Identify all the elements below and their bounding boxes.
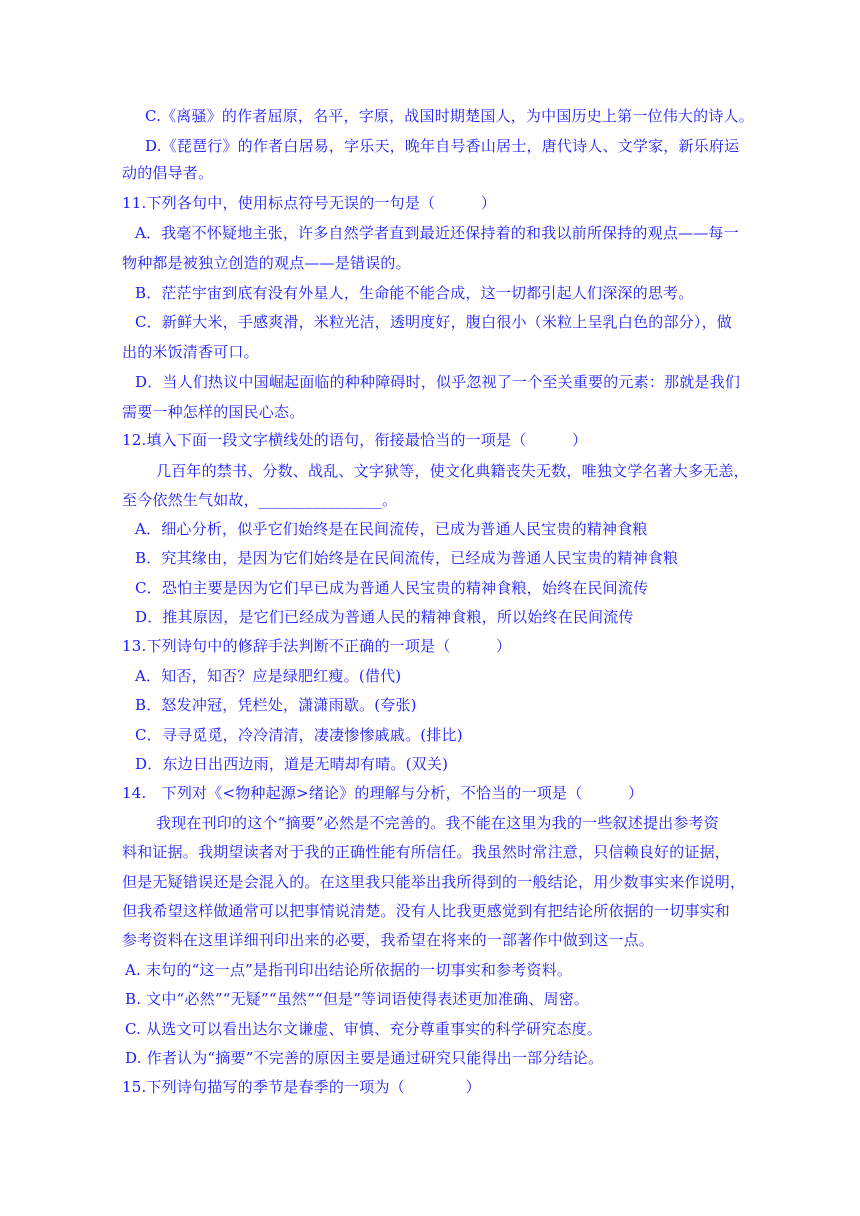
option-d-q14: D. 作者认为“摘要”不完善的原因主要是通过研究只能得出一部分结论。 [125,1049,604,1067]
passage-q12-cont: 至今依然生气如故，________________。 [122,491,398,509]
option-c-q11-cont: 出的米饭清香可口。 [122,343,259,361]
option-c-q14: C. 从选文可以看出达尔文谦虚、审慎、充分尊重事实的科学研究态度。 [125,1020,603,1038]
option-b-q11: B．茫茫宇宙到底有没有外星人，生命能不能合成，这一切都引起人们深深的思考。 [135,284,694,302]
option-d-q11: D．当人们热议中国崛起面临的种种障碍时，似乎忽视了一个至关重要的元素：那就是我们 [135,373,741,391]
option-b-q13: B．怒发冲冠，凭栏处，潇潇雨歇。(夸张) [135,696,417,714]
option-d-q10-cont: 动的倡导者。 [122,164,214,182]
question-12: 12.填入下面一段文字横线处的语句，衔接最恰当的一项是（ ） [122,431,588,449]
option-a-q13: A．知否，知否？应是绿肥红瘦。(借代) [135,667,402,685]
question-15: 15.下列诗句描写的季节是春季的一项为（ ） [122,1078,481,1096]
option-c-q10: C.《离骚》的作者屈原，名平，字原，战国时期楚国人，为中国历史上第一位伟大的诗人。 [145,107,754,125]
passage-q14-3: 但是无疑错误还是会混入的。在这里我只能举出我所得到的一般结论，用少数事实来作说明， [122,873,746,891]
option-d-q13: D．东边日出西边雨，道是无晴却有晴。(双关) [135,755,449,773]
question-13: 13.下列诗句中的修辞手法判断不正确的一项是（ ） [122,637,512,655]
option-c-q11: C．新鲜大米，手感爽滑，米粒光洁，透明度好，腹白很小（米粒上呈乳白色的部分），做 [135,313,732,331]
option-a-q11: A．我毫不怀疑地主张，许多自然学者直到最近还保持着的和我以前所保持的观点——每一 [135,224,739,242]
question-14: 14. 下列对《<物种起源>绪论》的理解与分析，不恰当的一项是（ ） [122,784,644,802]
passage-q14-1: 我现在刊印的这个“摘要”必然是不完善的。我不能在这里为我的一些叙述提出参考资 [156,814,719,832]
option-c-q12: C．恐怕主要是因为它们早已成为普通人民宝贵的精神食粮，始终在民间流传 [135,579,649,597]
option-c-q13: C．寻寻觅觅，冷冷清清，凄凄惨惨戚戚。(排比) [135,726,463,744]
passage-q14-5: 参考资料在这里详细刊印出来的必要，我希望在将来的一部著作中做到这一点。 [122,931,655,949]
option-a-q12: A．细心分析，似乎它们始终是在民间流传，已成为普通人民宝贵的精神食粮 [135,520,648,538]
option-b-q12: B．究其缘由，是因为它们始终是在民间流传，已经成为普通人民宝贵的精神食粮 [135,549,679,567]
passage-q14-2: 料和证据。我期望读者对于我的正确性能有所信任。我虽然时常注意，只信赖良好的证据， [122,843,731,861]
option-d-q11-cont: 需要一种怎样的国民心态。 [122,403,305,421]
passage-q14-4: 但我希望这样做通常可以把事情说清楚。没有人比我更感觉到有把结论所依据的一切事实和 [122,902,731,920]
question-11: 11.下列各句中，使用标点符号无误的一句是（ ） [122,194,497,212]
option-a-q11-cont: 物种都是被独立创造的观点——是错误的。 [122,254,411,272]
passage-q12: 几百年的禁书、分数、战乱、文字狱等，使文化典籍丧失无数，唯独文学名著大多无恙， [156,462,749,480]
option-a-q14: A. 末句的“这一点”是指刊印出结论所依据的一切事实和参考资料。 [125,961,573,979]
option-d-q12: D．推其原因，是它们已经成为普通人民的精神食粮，所以始终在民间流传 [135,608,634,626]
option-d-q10: D.《琵琶行》的作者白居易，字乐天，晚年自号香山居士，唐代诗人、文学家，新乐府运 [145,137,740,155]
option-b-q14: B. 文中“必然”“无疑”“虽然”“但是”等词语使得表述更加准确、周密。 [125,990,590,1008]
